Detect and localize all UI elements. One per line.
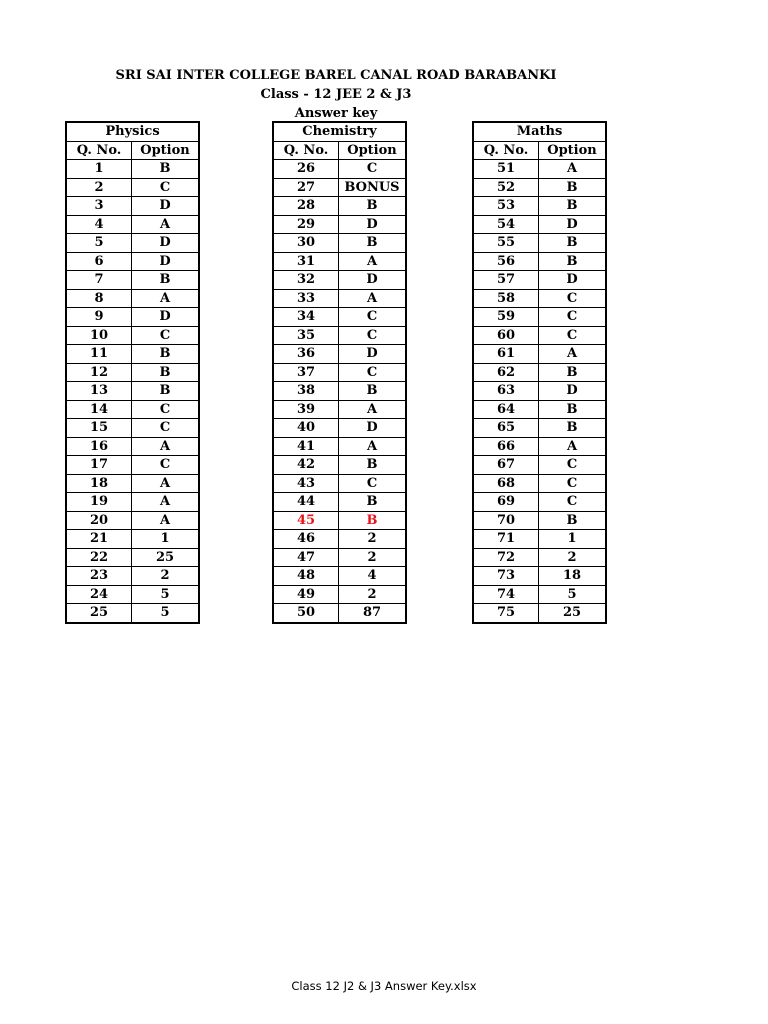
college-name: SRI SAI INTER COLLEGE BAREL CANAL ROAD BARABANKI: [115, 68, 557, 83]
question-number: 74: [473, 585, 539, 604]
answer-option: C: [339, 363, 407, 382]
question-number: 55: [473, 234, 539, 253]
answer-row: [473, 474, 606, 493]
question-number: 25: [66, 604, 132, 623]
question-number: 12: [66, 363, 132, 382]
answer-row: [473, 308, 606, 327]
question-number: 67: [473, 456, 539, 475]
answer-option: C: [339, 308, 407, 327]
answer-option: D: [132, 252, 200, 271]
subject-heading: Chemistry: [273, 122, 406, 141]
answer-row: [473, 234, 606, 253]
answer-option: B: [539, 363, 607, 382]
answer-option: A: [339, 400, 407, 419]
answer-row: [473, 345, 606, 364]
answer-row: [273, 197, 406, 216]
answer-row: [273, 178, 406, 197]
answer-option: C: [539, 289, 607, 308]
question-number: 14: [66, 400, 132, 419]
answer-option: B: [539, 197, 607, 216]
answer-option: D: [132, 234, 200, 253]
answer-option: D: [132, 308, 200, 327]
answer-option: 1: [539, 530, 607, 549]
answer-row: [66, 234, 199, 253]
answer-row: [473, 400, 606, 419]
answer-option: A: [539, 345, 607, 364]
answer-option: 5: [132, 585, 200, 604]
answer-row: [473, 382, 606, 401]
answer-row: [66, 382, 199, 401]
answer-option: D: [339, 345, 407, 364]
question-number: 13: [66, 382, 132, 401]
answer-row: [473, 289, 606, 308]
question-number: 43: [273, 474, 339, 493]
answer-option: 2: [339, 585, 407, 604]
answer-row: [273, 604, 406, 623]
question-number: 61: [473, 345, 539, 364]
answer-option: A: [132, 215, 200, 234]
question-number: 73: [473, 567, 539, 586]
answer-option: C: [539, 474, 607, 493]
maths-answer-table: [472, 121, 607, 624]
question-number: 2: [66, 178, 132, 197]
answer-option: D: [339, 419, 407, 438]
answer-row: [473, 456, 606, 475]
answer-option: C: [339, 160, 407, 179]
answer-option: C: [132, 326, 200, 345]
answer-option: B: [539, 252, 607, 271]
subject-heading: Physics: [66, 122, 199, 141]
qno-column-header: Q. No.: [473, 141, 539, 160]
question-number: 37: [273, 363, 339, 382]
answer-option: D: [132, 197, 200, 216]
answer-option: D: [539, 382, 607, 401]
answer-row: [473, 419, 606, 438]
answer-row: [273, 474, 406, 493]
question-number: 46: [273, 530, 339, 549]
answer-option: A: [132, 493, 200, 512]
answer-option: D: [539, 271, 607, 290]
answer-option: B: [339, 197, 407, 216]
question-number: 9: [66, 308, 132, 327]
qno-column-header: Q. No.: [66, 141, 132, 160]
answer-option: B: [132, 271, 200, 290]
answer-option: C: [539, 326, 607, 345]
question-number: 63: [473, 382, 539, 401]
answer-option: A: [132, 474, 200, 493]
answer-row: [66, 493, 199, 512]
question-number: 65: [473, 419, 539, 438]
answer-option: 25: [132, 548, 200, 567]
answer-option: A: [339, 289, 407, 308]
question-number: 4: [66, 215, 132, 234]
answer-row: [66, 400, 199, 419]
question-number: 38: [273, 382, 339, 401]
answer-row: [66, 178, 199, 197]
question-number: 22: [66, 548, 132, 567]
answer-row: [273, 585, 406, 604]
question-number: 6: [66, 252, 132, 271]
question-number: 23: [66, 567, 132, 586]
answer-option: B: [339, 493, 407, 512]
answer-option: A: [132, 289, 200, 308]
question-number: 16: [66, 437, 132, 456]
question-number: 41: [273, 437, 339, 456]
question-number: 72: [473, 548, 539, 567]
answer-option: 25: [539, 604, 607, 623]
question-number: 5: [66, 234, 132, 253]
question-number: 19: [66, 493, 132, 512]
question-number: 60: [473, 326, 539, 345]
answer-option: D: [539, 215, 607, 234]
answer-row: [273, 234, 406, 253]
answer-row: [66, 160, 199, 179]
answer-option: D: [339, 271, 407, 290]
answer-option: C: [539, 456, 607, 475]
option-column-header: Option: [132, 141, 200, 160]
answer-option: C: [539, 308, 607, 327]
answer-row: [273, 289, 406, 308]
answer-row: [473, 178, 606, 197]
question-number: 18: [66, 474, 132, 493]
answer-option: 87: [339, 604, 407, 623]
answer-option: C: [132, 456, 200, 475]
answer-option: B: [132, 160, 200, 179]
question-number: 3: [66, 197, 132, 216]
question-number: 50: [273, 604, 339, 623]
answer-option: C: [132, 419, 200, 438]
question-number: 62: [473, 363, 539, 382]
question-number: 70: [473, 511, 539, 530]
answer-option: B: [539, 511, 607, 530]
answer-row: [66, 474, 199, 493]
answer-row: [66, 604, 199, 623]
answer-option: BONUS: [339, 178, 407, 197]
answer-row: [273, 252, 406, 271]
question-number: 68: [473, 474, 539, 493]
question-number: 47: [273, 548, 339, 567]
question-number: 24: [66, 585, 132, 604]
answer-row: [273, 493, 406, 512]
answer-row: [66, 345, 199, 364]
question-number: 69: [473, 493, 539, 512]
answer-option: A: [132, 511, 200, 530]
physics-answer-table: [65, 121, 200, 624]
option-column-header: Option: [339, 141, 407, 160]
question-number: 54: [473, 215, 539, 234]
answer-row: [66, 530, 199, 549]
answer-option: B: [339, 511, 407, 530]
answer-row: [66, 363, 199, 382]
question-number: 66: [473, 437, 539, 456]
file-name-footer: Class 12 J2 & J3 Answer Key.xlsx: [291, 979, 477, 993]
answer-row: [473, 437, 606, 456]
answer-row: [473, 363, 606, 382]
question-number: 27: [273, 178, 339, 197]
question-number: 48: [273, 567, 339, 586]
answer-row: [473, 160, 606, 179]
answer-row: [66, 271, 199, 290]
answer-option: B: [539, 419, 607, 438]
answer-row: [473, 271, 606, 290]
answer-row: [66, 567, 199, 586]
question-number: 42: [273, 456, 339, 475]
answer-row: [66, 252, 199, 271]
subject-heading: Maths: [473, 122, 606, 141]
answer-option: C: [132, 178, 200, 197]
answer-option: B: [132, 363, 200, 382]
answer-row: [473, 604, 606, 623]
option-column-header: Option: [539, 141, 607, 160]
question-number: 71: [473, 530, 539, 549]
question-number: 26: [273, 160, 339, 179]
answer-row: [66, 308, 199, 327]
answer-row: [473, 511, 606, 530]
answer-option: 5: [539, 585, 607, 604]
question-number: 7: [66, 271, 132, 290]
answer-row: [273, 400, 406, 419]
question-number: 58: [473, 289, 539, 308]
answer-row: [473, 252, 606, 271]
question-number: 53: [473, 197, 539, 216]
answer-row: [273, 382, 406, 401]
answer-option: 2: [339, 548, 407, 567]
question-number: 33: [273, 289, 339, 308]
question-number: 29: [273, 215, 339, 234]
answer-row: [66, 511, 199, 530]
question-number: 17: [66, 456, 132, 475]
answer-row: [273, 326, 406, 345]
question-number: 20: [66, 511, 132, 530]
answer-row: [66, 197, 199, 216]
question-number: 11: [66, 345, 132, 364]
question-number: 36: [273, 345, 339, 364]
answer-option: 4: [339, 567, 407, 586]
answer-row: [66, 456, 199, 475]
document-header: [0, 66, 672, 123]
answer-row: [273, 215, 406, 234]
answer-option: A: [339, 252, 407, 271]
question-number: 59: [473, 308, 539, 327]
answer-option: 5: [132, 604, 200, 623]
answer-row: [473, 493, 606, 512]
answer-option: A: [539, 160, 607, 179]
question-number: 51: [473, 160, 539, 179]
answer-row: [66, 419, 199, 438]
question-number: 28: [273, 197, 339, 216]
answer-row: [473, 567, 606, 586]
question-number: 44: [273, 493, 339, 512]
question-number: 30: [273, 234, 339, 253]
answer-option: C: [339, 474, 407, 493]
question-number: 57: [473, 271, 539, 290]
answer-row: [66, 548, 199, 567]
class-title: Class - 12 JEE 2 & J3: [260, 87, 412, 102]
question-number: 10: [66, 326, 132, 345]
answer-option: B: [132, 345, 200, 364]
answer-row: [273, 548, 406, 567]
answer-option: 2: [132, 567, 200, 586]
answer-option: 2: [339, 530, 407, 549]
answer-option: 1: [132, 530, 200, 549]
answer-row: [273, 160, 406, 179]
question-number: 1: [66, 160, 132, 179]
answer-option: A: [339, 437, 407, 456]
question-number: 8: [66, 289, 132, 308]
answer-row: [273, 419, 406, 438]
question-number: 52: [473, 178, 539, 197]
question-number: 56: [473, 252, 539, 271]
qno-column-header: Q. No.: [273, 141, 339, 160]
answer-option: B: [539, 400, 607, 419]
answer-row: [473, 548, 606, 567]
question-number: 64: [473, 400, 539, 419]
answer-row: [66, 437, 199, 456]
answer-row: [66, 585, 199, 604]
answer-row: [66, 289, 199, 308]
question-number: 34: [273, 308, 339, 327]
question-number: 39: [273, 400, 339, 419]
question-number: 35: [273, 326, 339, 345]
answer-option: C: [339, 326, 407, 345]
answer-row: [273, 271, 406, 290]
answer-option: B: [339, 234, 407, 253]
question-number: 40: [273, 419, 339, 438]
answer-row: [473, 197, 606, 216]
answer-option: C: [539, 493, 607, 512]
question-number: 15: [66, 419, 132, 438]
question-number: 31: [273, 252, 339, 271]
question-number: 32: [273, 271, 339, 290]
answer-option: B: [339, 382, 407, 401]
answer-option: D: [339, 215, 407, 234]
answer-row: [273, 308, 406, 327]
answer-row: [473, 215, 606, 234]
answer-row: [273, 345, 406, 364]
answer-row: [273, 456, 406, 475]
answer-option: B: [339, 456, 407, 475]
answer-key-title: Answer key: [294, 106, 378, 121]
answer-row: [473, 530, 606, 549]
answer-option: C: [132, 400, 200, 419]
answer-row: [273, 530, 406, 549]
question-number: 21: [66, 530, 132, 549]
answer-row: [273, 437, 406, 456]
question-number: 49: [273, 585, 339, 604]
answer-row: [473, 326, 606, 345]
question-number: 45: [273, 511, 339, 530]
answer-row: [273, 567, 406, 586]
answer-option: B: [539, 178, 607, 197]
answer-option: B: [132, 382, 200, 401]
answer-row: [273, 363, 406, 382]
answer-option: 2: [539, 548, 607, 567]
answer-option: 18: [539, 567, 607, 586]
answer-option: A: [539, 437, 607, 456]
answer-row: [66, 215, 199, 234]
answer-option: B: [539, 234, 607, 253]
answer-row: [273, 511, 406, 530]
answer-row: [473, 585, 606, 604]
answer-row: [66, 326, 199, 345]
chemistry-answer-table: [272, 121, 407, 624]
answer-option: A: [132, 437, 200, 456]
question-number: 75: [473, 604, 539, 623]
